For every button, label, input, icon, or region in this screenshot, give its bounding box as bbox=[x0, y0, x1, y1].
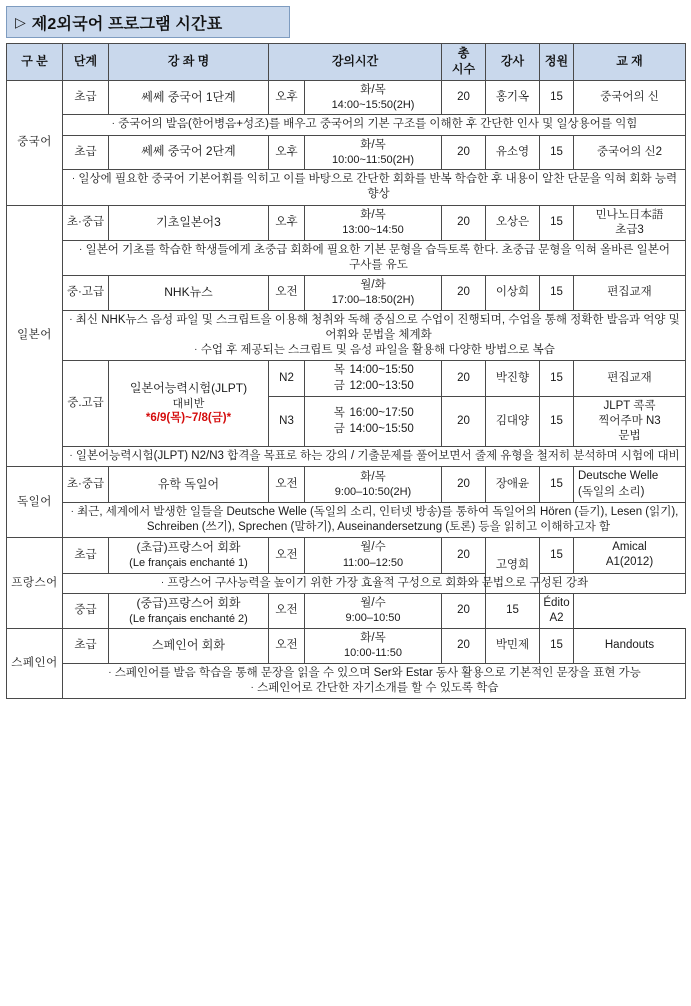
description-row bbox=[7, 447, 686, 467]
capacity-cell: 15 bbox=[540, 538, 574, 573]
course-name-cell: (초급)프랑스어 회화 (Le français enchanté 1) bbox=[109, 538, 269, 573]
capacity-cell: 15 bbox=[540, 205, 574, 240]
course-description-cell: · 최신 NHK뉴스 음성 파일 및 스크립트을 이용해 청취와 독해 중심으로 수업이 진행되며, 수업을 통해 정확한 발음과 억양 및 어휘와 문법을 체계화 · 수업 후 제공되는 스크립트 및 음성 파일을 활용해 다양한 방법으로 복습 bbox=[63, 310, 686, 361]
table-row bbox=[7, 593, 686, 628]
level-cell: 초급 bbox=[63, 629, 109, 664]
description-row bbox=[7, 115, 686, 135]
course-description-cell: · 스페인어를 발음 학습을 통해 문장을 읽을 수 있으며 Ser와 Estar 동사 활용으로 기본적인 문장을 표현 가능 · 스페인어로 간단한 자기소개를 할 수 있도록 학습 bbox=[63, 663, 686, 698]
capacity-cell: 15 bbox=[540, 396, 574, 447]
teacher-cell: 오상은 bbox=[486, 205, 540, 240]
total-hours-cell: 20 bbox=[442, 396, 486, 447]
table-row bbox=[7, 629, 686, 664]
description-row bbox=[7, 240, 686, 275]
course-description-cell: · 일본어능력시험(JLPT) N2/N3 합격을 목표로 하는 강의 / 기출문제를 풀어보면서 줄제 유형을 철저히 분석하며 시험에 대비 bbox=[63, 447, 686, 467]
total-hours-cell: 20 bbox=[442, 629, 486, 664]
capacity-cell: 15 bbox=[486, 593, 540, 628]
teacher-cell: 홍기옥 bbox=[486, 80, 540, 115]
page-title-banner bbox=[6, 6, 290, 38]
course-description-cell: · 중국어의 발음(한어병음+성조)를 배우고 중국어의 기본 구조를 이해한 후 간단한 인사 및 일상용어를 익힘 bbox=[63, 115, 686, 135]
course-description-cell: · 프랑스어 구사능력을 높이기 위한 가장 효율적 구성으로 회화와 문법으로 구성된 강좌 bbox=[63, 573, 686, 593]
class-time-cell: 화/목 9:00–10:50(2H) bbox=[305, 467, 442, 502]
class-time-cell: 화/목 10:00~11:50(2H) bbox=[305, 135, 442, 170]
textbook-cell: 편집교재 bbox=[574, 276, 686, 311]
table-header bbox=[7, 44, 686, 81]
ampm-cell: 오전 bbox=[269, 629, 305, 664]
level-cell: 중·고급 bbox=[63, 276, 109, 311]
table-body bbox=[7, 80, 686, 698]
total-hours-cell: 20 bbox=[442, 80, 486, 115]
class-time-cell: 월/수 9:00–10:50 bbox=[305, 593, 442, 628]
ampm-cell: 오후 bbox=[269, 205, 305, 240]
language-group-cell: 독일어 bbox=[7, 467, 63, 538]
description-row bbox=[7, 170, 686, 205]
triangle-marker-icon: ▷ bbox=[15, 14, 26, 30]
total-hours-cell: 20 bbox=[442, 538, 486, 573]
capacity-cell: 15 bbox=[540, 276, 574, 311]
course-name-cell: 쎄쎄 중국어 1단계 bbox=[109, 80, 269, 115]
ampm-cell: 오전 bbox=[269, 538, 305, 573]
table-row bbox=[7, 467, 686, 502]
total-hours-cell: 20 bbox=[442, 205, 486, 240]
column-header-book: 교 재 bbox=[574, 44, 686, 81]
course-name-cell: 쎄쎄 중국어 2단계 bbox=[109, 135, 269, 170]
jlpt-code-cell: N2 bbox=[269, 361, 305, 396]
description-row bbox=[7, 663, 686, 698]
course-name-cell: 기초일본어3 bbox=[109, 205, 269, 240]
teacher-cell: 박민제 bbox=[486, 629, 540, 664]
class-time-cell: 화/목 13:00~14:50 bbox=[305, 205, 442, 240]
level-cell: 초·중급 bbox=[63, 467, 109, 502]
description-row bbox=[7, 310, 686, 361]
column-header-time: 강의시간 bbox=[269, 44, 442, 81]
description-row bbox=[7, 502, 686, 537]
jlpt-code-cell: N3 bbox=[269, 396, 305, 447]
teacher-cell: 김대양 bbox=[486, 396, 540, 447]
teacher-cell: 유소영 bbox=[486, 135, 540, 170]
column-header-hours: 총 시수 bbox=[442, 44, 486, 81]
textbook-cell: 중국어의 신2 bbox=[574, 135, 686, 170]
course-schedule-table bbox=[6, 43, 686, 699]
class-time-cell: 화/목 10:00-11:50 bbox=[305, 629, 442, 664]
course-description-cell: · 일상에 필요한 중국어 기본어휘를 익히고 이를 바탕으로 간단한 회화를 반복 학습한 후 내용이 알찬 단문을 익혀 회화 능력 향상 bbox=[63, 170, 686, 205]
teacher-cell: 박진향 bbox=[486, 361, 540, 396]
language-group-cell: 중국어 bbox=[7, 80, 63, 205]
course-name-cell: 유학 독일어 bbox=[109, 467, 269, 502]
column-header-group: 구 분 bbox=[7, 44, 63, 81]
column-header-capacity: 정원 bbox=[540, 44, 574, 81]
level-cell: 초급 bbox=[63, 135, 109, 170]
table-row bbox=[7, 135, 686, 170]
textbook-cell: Handouts bbox=[574, 629, 686, 664]
total-hours-cell: 20 bbox=[442, 361, 486, 396]
class-time-cell: 목 14:00~15:50 금 12:00~13:50 bbox=[305, 361, 442, 396]
textbook-cell: JLPT 콕콕 찍어주마 N3 문법 bbox=[574, 396, 686, 447]
course-name-cell: NHK뉴스 bbox=[109, 276, 269, 311]
textbook-cell: Amical A1(2012) bbox=[574, 538, 686, 573]
level-cell: 중급 bbox=[63, 593, 109, 628]
table-row bbox=[7, 276, 686, 311]
table-header-row bbox=[7, 44, 686, 81]
capacity-cell: 15 bbox=[540, 80, 574, 115]
language-group-cell: 일본어 bbox=[7, 205, 63, 467]
table-row bbox=[7, 361, 686, 396]
capacity-cell: 15 bbox=[540, 629, 574, 664]
total-hours-cell: 20 bbox=[442, 135, 486, 170]
textbook-cell: 중국어의 신 bbox=[574, 80, 686, 115]
table-row bbox=[7, 538, 686, 573]
language-group-cell: 스페인어 bbox=[7, 629, 63, 699]
course-name-cell: (중급)프랑스어 회화 (Le français enchanté 2) bbox=[109, 593, 269, 628]
ampm-cell: 오후 bbox=[269, 80, 305, 115]
capacity-cell: 15 bbox=[540, 467, 574, 502]
total-hours-cell: 20 bbox=[442, 593, 486, 628]
course-description-cell: · 일본어 기초를 학습한 학생들에게 초중급 회화에 필요한 기본 문형을 습득토록 한다. 초중급 문형을 익혀 올바른 일본어 구사를 유도 bbox=[63, 240, 686, 275]
column-header-course: 강 좌 명 bbox=[109, 44, 269, 81]
textbook-cell: Deutsche Welle (독일의 소리) bbox=[574, 467, 686, 502]
column-header-teacher: 강사 bbox=[486, 44, 540, 81]
class-time-cell: 월/수 11:00–12:50 bbox=[305, 538, 442, 573]
class-time-cell: 목 16:00~17:50 금 14:00~15:50 bbox=[305, 396, 442, 447]
language-group-cell: 프랑스어 bbox=[7, 538, 63, 629]
class-time-cell: 화/목 14:00~15:50(2H) bbox=[305, 80, 442, 115]
level-cell: 초급 bbox=[63, 538, 109, 573]
description-row bbox=[7, 573, 686, 593]
teacher-cell: 이상희 bbox=[486, 276, 540, 311]
column-header-level: 단계 bbox=[63, 44, 109, 81]
table-row bbox=[7, 80, 686, 115]
page-title: 제2외국어 프로그램 시간표 bbox=[31, 15, 223, 33]
level-cell: 중.고급 bbox=[63, 361, 109, 447]
textbook-cell: Édito A2 bbox=[540, 593, 574, 628]
ampm-cell: 오전 bbox=[269, 593, 305, 628]
capacity-cell: 15 bbox=[540, 135, 574, 170]
teacher-cell: 장애윤 bbox=[486, 467, 540, 502]
level-cell: 초·중급 bbox=[63, 205, 109, 240]
ampm-cell: 오전 bbox=[269, 467, 305, 502]
textbook-cell: 민나노日本語 초급3 bbox=[574, 205, 686, 240]
total-hours-cell: 20 bbox=[442, 276, 486, 311]
level-cell: 초급 bbox=[63, 80, 109, 115]
teacher-cell: 고영희 bbox=[486, 538, 540, 594]
course-name-cell: 스페인어 회화 bbox=[109, 629, 269, 664]
course-name-cell: 일본어능력시험(JLPT) 대비반 *6/9(목)~7/8(금)* bbox=[109, 361, 269, 447]
textbook-cell: 편집교재 bbox=[574, 361, 686, 396]
capacity-cell: 15 bbox=[540, 361, 574, 396]
ampm-cell: 오전 bbox=[269, 276, 305, 311]
class-time-cell: 월/화 17:00–18:50(2H) bbox=[305, 276, 442, 311]
course-description-cell: · 최근, 세계에서 발생한 일들을 Deutsche Welle (독일의 소리, 인터넷 방송)를 통하여 독일어의 Hören (듣기), Lesen (읽기), Schreiben (쓰기), Sprechen (말하기), Auseinandersetzung (토론) 등을 읽히고 이해하고자 함 bbox=[63, 502, 686, 537]
total-hours-cell: 20 bbox=[442, 467, 486, 502]
table-row bbox=[7, 205, 686, 240]
ampm-cell: 오후 bbox=[269, 135, 305, 170]
